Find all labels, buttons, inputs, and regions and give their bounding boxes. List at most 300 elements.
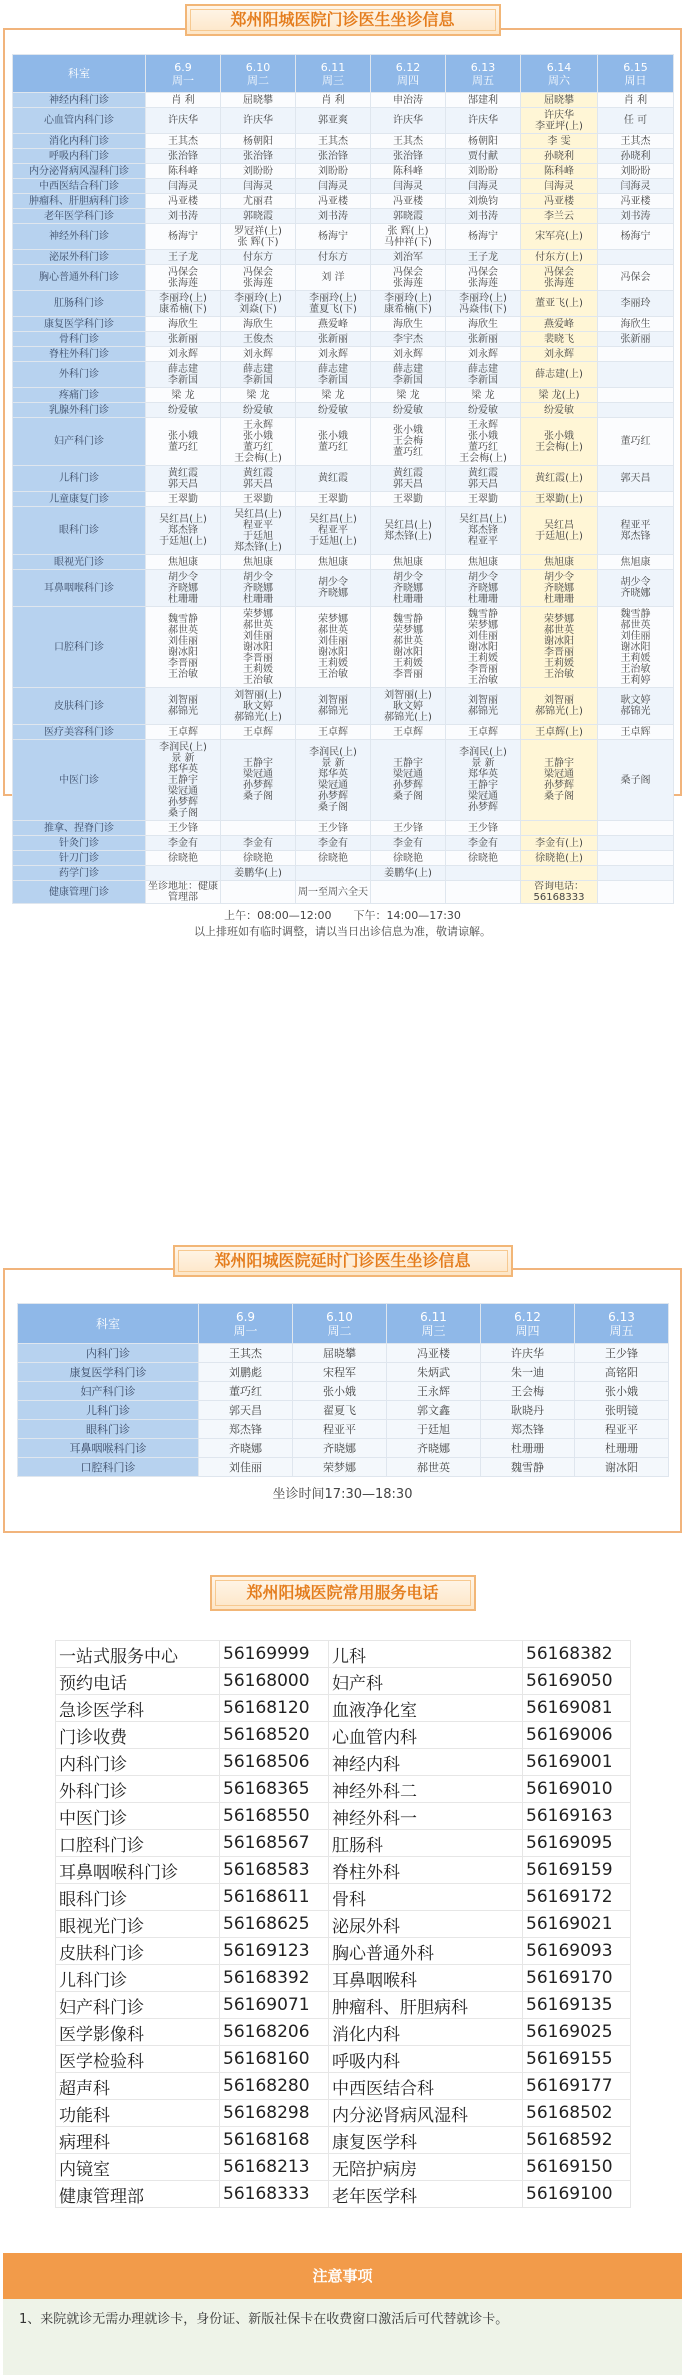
phone-number[interactable]: 56168120 [220, 1695, 329, 1722]
schedule-row [13, 403, 674, 418]
schedule-cell: 李润民(上) 景 新 郑华英 王静宇 梁冠通 孙梦辉 [446, 740, 521, 821]
schedule-cell: 李丽玲(上) 康希楠(下) [371, 291, 446, 317]
schedule-cell: 王静宇 梁冠通 孙梦辉 桑子阁 [371, 740, 446, 821]
schedule-cell: 焦旭康 [221, 555, 296, 570]
phone-dept-name: 中医门诊 [56, 1803, 220, 1830]
phone-number[interactable]: 56168382 [523, 1641, 631, 1668]
hours-note: 上午：08:00—12:00 下午：14:00—17:30 [224, 909, 461, 922]
schedule-dept: 儿童康复门诊 [13, 492, 146, 507]
schedule-dept: 中医门诊 [13, 740, 146, 821]
schedule-row [13, 93, 674, 108]
phone-number[interactable]: 56168625 [220, 1911, 329, 1938]
schedule-cell: 刘 洋 [296, 265, 371, 291]
phone-number[interactable]: 56168567 [220, 1830, 329, 1857]
schedule-cell: 冯亚楼 [598, 194, 674, 209]
evening-cell: 翟夏飞 [293, 1401, 387, 1420]
schedule-cell: 李金有 [371, 836, 446, 851]
schedule-cell: 魏雪静 郝世英 刘佳丽 谢冰阳 李晋丽 王治敏 [146, 607, 221, 688]
schedule-cell: 焦旭康 [521, 555, 598, 570]
schedule-cell: 张小娥 王会梅 董巧红 [371, 418, 446, 466]
schedule-dept: 健康管理门诊 [13, 881, 146, 904]
schedule-cell: 张治锋 [296, 149, 371, 164]
schedule-cell: 张治锋 [146, 149, 221, 164]
schedule-cell: 刘智丽(上) 耿文婷 郝锦光(上) [371, 688, 446, 725]
phone-number[interactable]: 56169150 [523, 2154, 631, 2181]
phone-dept-name: 功能科 [56, 2100, 220, 2127]
day-date: 6.12 [395, 60, 421, 74]
schedule-cell: 王翠勤 [146, 492, 221, 507]
phone-dept-name: 骨科 [329, 1884, 523, 1911]
phone-row [56, 1803, 631, 1830]
evening-cell: 朱一迪 [481, 1363, 575, 1382]
schedule-cell: 薛志建 李新国 [146, 362, 221, 388]
phone-dept-name: 内分泌肾病风湿科 [329, 2100, 523, 2127]
schedule-dept: 中西医结合科门诊 [13, 179, 146, 194]
schedule-cell: 付东方 [296, 250, 371, 265]
evening-cell: 张小娥 [575, 1382, 669, 1401]
schedule-cell: 李润民(上) 景 新 郑华英 梁冠通 孙梦辉 桑子阁 [296, 740, 371, 821]
schedule-cell: 冯亚楼 [521, 194, 598, 209]
day-header [146, 55, 221, 93]
schedule-cell: 姜鹏华(上) [371, 866, 446, 881]
schedule-cell: 孙晓利 [598, 149, 674, 164]
evening-cell: 杜珊珊 [481, 1439, 575, 1458]
schedule-cell: 吴红昌(上) 程亚平 于廷旭(上) [296, 507, 371, 555]
schedule-cell: 纷爱敏 [146, 403, 221, 418]
schedule-cell: 王卓辉 [371, 725, 446, 740]
phone-dept-name: 康复医学科 [329, 2127, 523, 2154]
schedule-cell [221, 821, 296, 836]
phone-number[interactable]: 56168206 [220, 2019, 329, 2046]
schedule-cell: 杨海宁 [446, 224, 521, 250]
evening-cell: 王少锋 [575, 1344, 669, 1363]
schedule-cell: 郭天昌 [598, 466, 674, 492]
phone-row [56, 1938, 631, 1965]
schedule-cell: 王卓辉 [221, 725, 296, 740]
schedule-cell: 周一至周六全天 [296, 881, 371, 904]
schedule-cell: 梁 龙 [371, 388, 446, 403]
schedule-cell: 胡少令 齐晓娜 杜珊珊 [446, 570, 521, 607]
phone-number[interactable]: 56169100 [523, 2181, 631, 2208]
schedule-cell: 姜鹏华(上) [221, 866, 296, 881]
schedule-cell: 刘盼盼 [598, 164, 674, 179]
evening-dept-column-header: 科室 [18, 1304, 199, 1344]
schedule-cell: 王静宇 梁冠通 孙梦辉 桑子阁 [521, 740, 598, 821]
schedule-dept: 疼痛门诊 [13, 388, 146, 403]
phone-number[interactable]: 56169177 [523, 2073, 631, 2100]
phone-dept-name: 内科门诊 [56, 1749, 220, 1776]
phone-number[interactable]: 56168160 [220, 2046, 329, 2073]
schedule-cell: 王少锋 [446, 821, 521, 836]
schedule-cell: 董亚飞(上) [521, 291, 598, 317]
schedule-cell: 张小娥 董巧红 [296, 418, 371, 466]
phone-number[interactable]: 56169155 [523, 2046, 631, 2073]
evening-cell: 高铭阳 [575, 1363, 669, 1382]
schedule-cell: 黄红霞 郭天昌 [221, 466, 296, 492]
phone-number[interactable]: 56168298 [220, 2100, 329, 2127]
evening-cell: 朱炳武 [387, 1363, 481, 1382]
schedule-row [13, 821, 674, 836]
schedule-cell: 李金有 [221, 836, 296, 851]
schedule-cell [598, 866, 674, 881]
phone-row [56, 2127, 631, 2154]
schedule-dept: 妇产科门诊 [13, 418, 146, 466]
phone-number[interactable]: 56169001 [523, 1749, 631, 1776]
schedule-dept: 康复医学科门诊 [13, 317, 146, 332]
evening-dept: 内科门诊 [18, 1344, 199, 1363]
schedule-cell: 刘永辉 [221, 347, 296, 362]
schedule-cell [371, 881, 446, 904]
phone-dept-name: 耳鼻咽喉科 [329, 1965, 523, 1992]
phone-number[interactable]: 56169123 [220, 1938, 329, 1965]
schedule-cell: 胡少令 齐晓娜 杜珊珊 [221, 570, 296, 607]
phone-dept-name: 医学检验科 [56, 2046, 220, 2073]
evening-dept: 耳鼻咽喉科门诊 [18, 1439, 199, 1458]
schedule-dept: 口腔科门诊 [13, 607, 146, 688]
schedule-row [13, 555, 674, 570]
evening-cell: 齐晓娜 [387, 1439, 481, 1458]
schedule-cell [598, 250, 674, 265]
evening-day-header [387, 1304, 481, 1344]
phone-directory-title [210, 1575, 476, 1611]
schedule-cell [521, 866, 598, 881]
phone-dept-name: 门诊收费 [56, 1722, 220, 1749]
schedule-cell: 刘智丽 郝锦光 [146, 688, 221, 725]
outpatient-schedule-table-wrap [12, 54, 673, 940]
phone-row [56, 1722, 631, 1749]
schedule-cell: 胡少令 齐晓娜 杜珊珊 [146, 570, 221, 607]
schedule-cell: 张治锋 [371, 149, 446, 164]
schedule-row [13, 194, 674, 209]
schedule-cell: 王少锋 [296, 821, 371, 836]
phone-number[interactable]: 56168506 [220, 1749, 329, 1776]
phone-number[interactable]: 56168611 [220, 1884, 329, 1911]
schedule-cell: 薛志建(上) [521, 362, 598, 388]
schedule-cell: 焦旭康 [446, 555, 521, 570]
phone-dept-name: 健康管理部 [56, 2181, 220, 2208]
phone-number[interactable]: 56168520 [220, 1722, 329, 1749]
schedule-cell: 黄红霞(上) [521, 466, 598, 492]
phone-number[interactable]: 56169172 [523, 1884, 631, 1911]
schedule-cell: 王其杰 [296, 134, 371, 149]
schedule-dept: 外科门诊 [13, 362, 146, 388]
schedule-cell: 刘书涛 [598, 209, 674, 224]
evening-cell: 屈晓攀 [293, 1344, 387, 1363]
day-weekday: 周三 [322, 73, 344, 87]
schedule-cell: 张小娥 董巧红 [146, 418, 221, 466]
schedule-cell: 薛志建 李新国 [446, 362, 521, 388]
schedule-row [13, 332, 674, 347]
schedule-cell: 李 雯 [521, 134, 598, 149]
schedule-dept: 耳鼻咽喉科门诊 [13, 570, 146, 607]
schedule-row [13, 507, 674, 555]
schedule-cell: 冯亚楼 [371, 194, 446, 209]
schedule-cell: 王翠勤 [446, 492, 521, 507]
schedule-cell: 刘永辉 [521, 347, 598, 362]
phone-dept-name: 神经外科一 [329, 1803, 523, 1830]
schedule-row [13, 149, 674, 164]
schedule-cell: 许庆华 [446, 108, 521, 134]
schedule-cell: 许庆华 [221, 108, 296, 134]
schedule-dept: 内分泌肾病风湿科门诊 [13, 164, 146, 179]
schedule-cell: 付东方 [221, 250, 296, 265]
evening-cell: 耿晓丹 [481, 1401, 575, 1420]
schedule-cell [521, 821, 598, 836]
schedule-cell: 咨询电话：56168333 [521, 881, 598, 904]
schedule-dept: 眼科门诊 [13, 507, 146, 555]
evening-cell: 谢冰阳 [575, 1458, 669, 1477]
evening-day-weekday: 周五 [609, 1323, 634, 1338]
notice-header [3, 2253, 682, 2299]
schedule-cell: 张新丽 [598, 332, 674, 347]
day-date: 6.15 [623, 60, 648, 74]
schedule-dept: 皮肤科门诊 [13, 688, 146, 725]
schedule-row [13, 492, 674, 507]
phone-number[interactable]: 56169999 [220, 1641, 329, 1668]
phone-dept-name: 消化内科 [329, 2019, 523, 2046]
phone-number[interactable]: 56169163 [523, 1803, 631, 1830]
phone-number[interactable]: 56168365 [220, 1776, 329, 1803]
schedule-cell [598, 851, 674, 866]
schedule-cell [598, 881, 674, 904]
schedule-cell: 王其杰 [598, 134, 674, 149]
phone-dept-name: 胸心普通外科 [329, 1938, 523, 1965]
phone-number[interactable]: 56169050 [523, 1668, 631, 1695]
evening-day-header [199, 1304, 293, 1344]
schedule-cell: 刘盼盼 [221, 164, 296, 179]
phone-number[interactable]: 56169081 [523, 1695, 631, 1722]
schedule-cell: 吴红昌 于廷旭(上) [521, 507, 598, 555]
schedule-dept: 医疗美容科门诊 [13, 725, 146, 740]
schedule-row [13, 347, 674, 362]
schedule-cell: 海欣生 [598, 317, 674, 332]
evening-clinic-table [17, 1303, 669, 1477]
schedule-cell: 王卓辉 [146, 725, 221, 740]
schedule-row [13, 418, 674, 466]
phone-number[interactable]: 56169021 [523, 1911, 631, 1938]
evening-cell: 王永辉 [387, 1382, 481, 1401]
phone-row [56, 2046, 631, 2073]
schedule-cell [598, 362, 674, 388]
schedule-dept: 神经外科门诊 [13, 224, 146, 250]
phone-number[interactable]: 56169093 [523, 1938, 631, 1965]
evening-cell: 荣梦娜 [293, 1458, 387, 1477]
schedule-cell: 许庆华 [146, 108, 221, 134]
schedule-row [13, 265, 674, 291]
day-weekday: 周五 [472, 73, 494, 87]
schedule-dept: 泌尿外科门诊 [13, 250, 146, 265]
evening-clinic-table-wrap [17, 1303, 668, 1503]
schedule-cell: 王翠勤 [221, 492, 296, 507]
schedule-cell: 董巧红 [598, 418, 674, 466]
phone-number[interactable]: 56168000 [220, 1668, 329, 1695]
schedule-cell: 罗冠祥(上) 张 辉(下) [221, 224, 296, 250]
phone-row [56, 1965, 631, 1992]
schedule-cell: 王翠勤(上) [521, 492, 598, 507]
schedule-cell: 陈科峰 [146, 164, 221, 179]
schedule-cell: 王翠勤 [296, 492, 371, 507]
schedule-row [13, 466, 674, 492]
phone-number[interactable]: 56169010 [523, 1776, 631, 1803]
schedule-cell [598, 821, 674, 836]
schedule-cell: 王俊杰 [221, 332, 296, 347]
schedule-cell: 肖 利 [146, 93, 221, 108]
phone-number[interactable]: 56168333 [220, 2181, 329, 2208]
schedule-cell: 杨海宁 [296, 224, 371, 250]
schedule-change-note: 以上排班如有临时调整，请以当日出诊信息为准，敬请谅解。 [194, 925, 491, 938]
phone-dept-name: 病理科 [56, 2127, 220, 2154]
evening-cell: 董巧红 [199, 1382, 293, 1401]
schedule-cell: 海欣生 [446, 317, 521, 332]
schedule-cell: 任 可 [598, 108, 674, 134]
phone-number[interactable]: 56169071 [220, 1992, 329, 2019]
phone-dept-name: 儿科门诊 [56, 1965, 220, 1992]
schedule-cell [296, 866, 371, 881]
schedule-cell: 贾付献 [446, 149, 521, 164]
evening-row [18, 1382, 669, 1401]
phone-number[interactable]: 56169006 [523, 1722, 631, 1749]
day-weekday: 周四 [397, 73, 419, 87]
schedule-cell: 冯保会 [598, 265, 674, 291]
schedule-cell [446, 866, 521, 881]
phone-dept-name: 妇产科 [329, 1668, 523, 1695]
phone-row [56, 1830, 631, 1857]
schedule-cell: 荣梦娜 郝世英 刘佳丽 谢冰阳 李晋丽 王莉媛 王治敏 [221, 607, 296, 688]
evening-hours-note: 坐诊时间17:30—18:30 [272, 1487, 413, 1502]
schedule-cell: 王卓辉 [446, 725, 521, 740]
phone-row [56, 2073, 631, 2100]
schedule-row [13, 224, 674, 250]
schedule-row [13, 836, 674, 851]
phone-number[interactable]: 56168213 [220, 2154, 329, 2181]
schedule-cell: 焦旭康 [598, 555, 674, 570]
phone-number[interactable]: 56168502 [523, 2100, 631, 2127]
schedule-cell: 黄红霞 [296, 466, 371, 492]
schedule-cell: 王子龙 [446, 250, 521, 265]
schedule-cell: 肖 利 [598, 93, 674, 108]
schedule-cell: 李金有 [446, 836, 521, 851]
evening-day-date: 6.12 [514, 1309, 541, 1324]
phone-number[interactable]: 56168550 [220, 1803, 329, 1830]
schedule-dept: 乳腺外科门诊 [13, 403, 146, 418]
schedule-cell: 李金有 [296, 836, 371, 851]
schedule-cell: 魏雪静 荣梦娜 刘佳丽 谢冰阳 王莉媛 李晋丽 王治敏 [446, 607, 521, 688]
phone-dept-name: 一站式服务中心 [56, 1641, 220, 1668]
day-header [371, 55, 446, 93]
schedule-cell: 孙晓利 [521, 149, 598, 164]
phone-dept-name: 急诊医学科 [56, 1695, 220, 1722]
schedule-cell: 杨朝阳 [446, 134, 521, 149]
schedule-cell: 冯保会 张海莲 [371, 265, 446, 291]
phone-dept-name: 神经外科二 [329, 1776, 523, 1803]
phone-row [56, 1776, 631, 1803]
schedule-row [13, 250, 674, 265]
phone-number[interactable]: 56169025 [523, 2019, 631, 2046]
phone-number[interactable]: 56169159 [523, 1857, 631, 1884]
schedule-cell: 魏雪静 荣梦娜 郝世英 谢冰阳 王莉媛 李晋丽 [371, 607, 446, 688]
schedule-cell [598, 836, 674, 851]
evening-dept: 儿科门诊 [18, 1401, 199, 1420]
schedule-row [13, 740, 674, 821]
phone-number[interactable]: 56168392 [220, 1965, 329, 1992]
day-date: 6.14 [546, 60, 572, 74]
schedule-cell: 海欣生 [221, 317, 296, 332]
schedule-cell: 刘焕钧 [446, 194, 521, 209]
schedule-cell: 胡少令 齐晓娜 [296, 570, 371, 607]
phone-dept-name: 眼科门诊 [56, 1884, 220, 1911]
schedule-cell: 刘永辉 [296, 347, 371, 362]
evening-cell: 魏雪静 [481, 1458, 575, 1477]
phone-number[interactable]: 56168168 [220, 2127, 329, 2154]
schedule-cell: 薛志建 李新国 [296, 362, 371, 388]
schedule-dept: 消化内科门诊 [13, 134, 146, 149]
schedule-cell: 裴晓飞 [521, 332, 598, 347]
schedule-cell: 刘书涛 [146, 209, 221, 224]
schedule-cell: 李丽玲(上) 康希楠(下) [146, 291, 221, 317]
schedule-cell: 付东方(上) [521, 250, 598, 265]
schedule-cell: 李金有 [146, 836, 221, 851]
evening-day-header [481, 1304, 575, 1344]
schedule-cell: 刘永辉 [146, 347, 221, 362]
schedule-cell: 王永辉 张小娥 董巧红 王会梅(上) [446, 418, 521, 466]
schedule-cell: 刘治军 [371, 250, 446, 265]
phone-dept-name: 无陪护病房 [329, 2154, 523, 2181]
schedule-cell: 王卓辉 [598, 725, 674, 740]
phone-row [56, 1749, 631, 1776]
phone-dept-name: 呼吸内科 [329, 2046, 523, 2073]
schedule-cell: 刘盼盼 [446, 164, 521, 179]
phone-number[interactable]: 56169095 [523, 1830, 631, 1857]
schedule-cell: 梁 龙(上) [521, 388, 598, 403]
schedule-cell: 纷爱敏 [296, 403, 371, 418]
schedule-cell: 海欣生 [371, 317, 446, 332]
schedule-cell: 冯保会 张海莲 [146, 265, 221, 291]
evening-dept: 眼科门诊 [18, 1420, 199, 1439]
schedule-cell [598, 388, 674, 403]
phone-number[interactable]: 56168583 [220, 1857, 329, 1884]
day-weekday: 周日 [624, 73, 647, 87]
schedule-cell: 陈科峰 [371, 164, 446, 179]
schedule-cell: 闫海灵 [221, 179, 296, 194]
schedule-cell: 魏雪静 郝世英 刘佳丽 谢冰阳 王莉媛 王治敏 王莉婷 [598, 607, 674, 688]
evening-cell: 张小娥 [293, 1382, 387, 1401]
schedule-cell: 薛志建 李新国 [371, 362, 446, 388]
evening-clinic-title [173, 1245, 513, 1277]
evening-row [18, 1420, 669, 1439]
schedule-cell: 桑子阁 [598, 740, 674, 821]
day-header [296, 55, 371, 93]
schedule-cell: 程亚平 郑杰锋 [598, 507, 674, 555]
schedule-cell: 焦旭康 [296, 555, 371, 570]
phone-number[interactable]: 56168280 [220, 2073, 329, 2100]
evening-cell: 郭文鑫 [387, 1401, 481, 1420]
phone-number[interactable]: 56168592 [523, 2127, 631, 2154]
schedule-row [13, 866, 674, 881]
day-date: 6.10 [245, 60, 271, 74]
phone-number[interactable]: 56169135 [523, 1992, 631, 2019]
schedule-row [13, 209, 674, 224]
outpatient-schedule-title [185, 4, 501, 36]
day-header [521, 55, 598, 93]
evening-day-header [575, 1304, 669, 1344]
schedule-cell: 郭晓霞 [371, 209, 446, 224]
schedule-cell: 闫海灵 [146, 179, 221, 194]
phone-number[interactable]: 56169170 [523, 1965, 631, 1992]
evening-day-weekday: 周二 [327, 1323, 352, 1338]
schedule-cell: 黄红霞 郭天昌 [371, 466, 446, 492]
schedule-row [13, 164, 674, 179]
schedule-cell: 纷爱敏 [371, 403, 446, 418]
